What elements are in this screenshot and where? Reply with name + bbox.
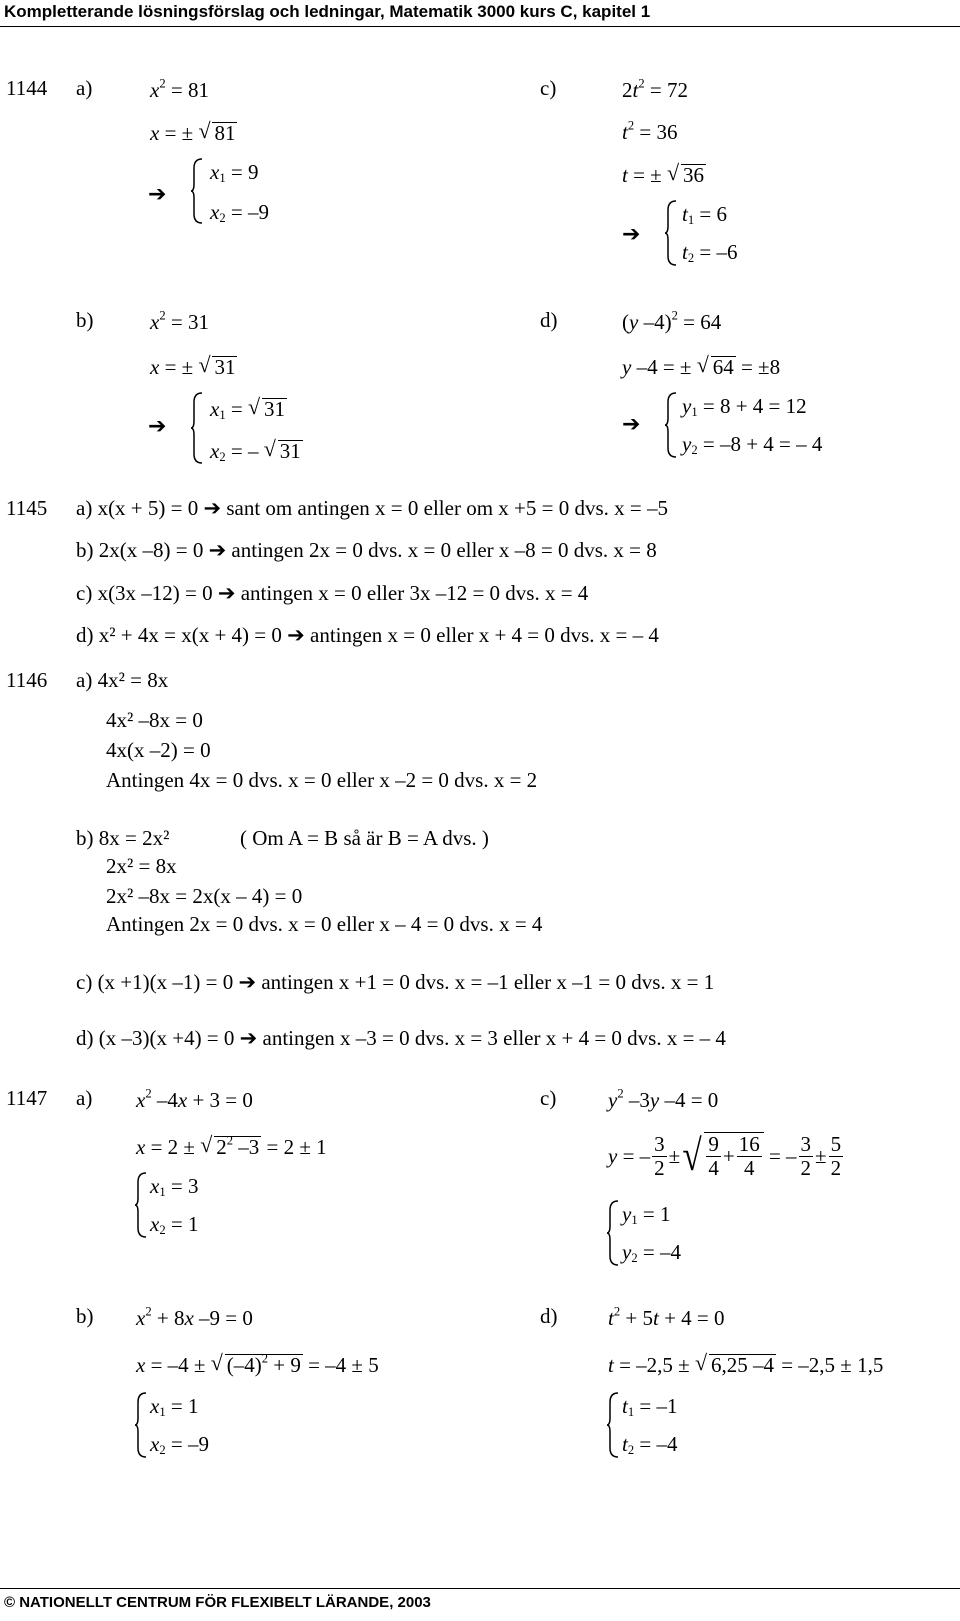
eq-1147d-1: $t^2 + 5t + 4 = 0$ xyxy=(608,1304,725,1330)
eq-1144c-2: $t^2 = 36$ xyxy=(622,118,678,144)
line-1145c: c) x(3x –12) = 0 ➔ antingen x = 0 eller 3x –12 = 0 dvs. x = 4 xyxy=(76,581,589,605)
eq-1144b-4: $x_2$ = – √ 31 xyxy=(210,440,303,462)
brace-icon xyxy=(664,200,678,266)
eq-1144d-4: $y_2 = -8 + 4$ = – 4 xyxy=(682,432,823,458)
line-1145a: a) x(x + 5) = 0 ➔ sant om antingen x = 0 eller om x +5 = 0 dvs. x = –5 xyxy=(76,496,668,520)
page-footer: © NATIONELLT CENTRUM FÖR FLEXIBELT LÄRANDE, 2003 xyxy=(4,1594,431,1611)
problem-number-1144: 1144 xyxy=(6,76,48,100)
eq-1147b-2: x = –4 ± √ $(-4)^2 + 9 = -4 \pm 5$ xyxy=(136,1354,379,1376)
label-1147d: d) xyxy=(540,1304,558,1328)
line-1145d: d) x² + 4x = x(x + 4) = 0 ➔ antingen x = 0 eller x + 4 = 0 dvs. x = – 4 xyxy=(76,623,659,647)
implies-arrow-icon: ➔ xyxy=(622,412,641,437)
implies-arrow-icon: ➔ xyxy=(148,414,167,439)
brace-icon xyxy=(664,392,678,458)
eq-1144c-3: t = ± √ 36 xyxy=(622,164,706,186)
brace-icon xyxy=(134,1392,148,1458)
brace-icon xyxy=(606,1200,620,1266)
eq-1144c-5: $t_2 = -6$ xyxy=(682,240,738,266)
eq-1147b-3: $x_1 = 1$ xyxy=(150,1394,199,1420)
line-1146a-3: 4x(x –2) = 0 xyxy=(106,738,211,762)
line-1146a-4: Antingen 4x = 0 dvs. x = 0 eller x –2 = 0 dvs. x = 2 xyxy=(106,768,538,792)
eq-1144c-1: $2t^2 = 72$ xyxy=(622,76,688,102)
label-1147c: c) xyxy=(540,1086,557,1110)
eq-1144b-2: x = ± √ 31 xyxy=(150,356,237,378)
implies-arrow-icon: ➔ xyxy=(148,182,167,207)
label-1147a: a) xyxy=(76,1086,93,1110)
label-1147b: b) xyxy=(76,1304,94,1328)
label-1144d: d) xyxy=(540,308,558,332)
line-1146b-1: b) 8x = 2x² xyxy=(76,826,170,850)
line-1146a-2: 4x² –8x = 0 xyxy=(106,708,203,732)
eq-1144d-1: (y –4)$^2$ = 64 xyxy=(622,308,722,334)
label-1144b: b) xyxy=(76,308,94,332)
line-1146d: d) (x –3)(x +4) = 0 ➔ antingen x –3 = 0 dvs. x = 3 eller x + 4 = 0 dvs. x = – 4 xyxy=(76,1026,726,1050)
problem-number-1146: 1146 xyxy=(6,668,48,692)
eq-1147a-1: $x^2$ –4x + 3 = 0 xyxy=(136,1086,253,1112)
eq-1147b-4: $x_2 = -9$ xyxy=(150,1432,209,1458)
footer-rule xyxy=(0,1588,960,1589)
eq-1144a-1: $x^2 = 81$ xyxy=(150,76,209,102)
eq-1147c-4: $y_2 = -4$ xyxy=(622,1240,681,1266)
problem-number-1147: 1147 xyxy=(6,1086,48,1110)
brace-icon xyxy=(190,392,204,464)
eq-1144a-2: x = ± √ 81 xyxy=(150,122,237,144)
label-1144a: a) xyxy=(76,76,93,100)
eq-1147d-2: t = –2,5 ± √ 6,25 –4 = –2,5 ± 1,5 xyxy=(608,1354,883,1376)
eq-1144b-3: $x_1$ = √ 31 xyxy=(210,398,287,420)
line-1146b-2: 2x² = 8x xyxy=(106,854,177,878)
eq-1147c-3: $y_1 = 1$ xyxy=(622,1202,671,1228)
header-rule xyxy=(0,26,960,27)
brace-icon xyxy=(134,1172,148,1238)
label-1144c: c) xyxy=(540,76,557,100)
problem-number-1145: 1145 xyxy=(6,496,48,520)
implies-arrow-icon: ➔ xyxy=(622,222,641,247)
eq-1147b-1: $x^2 + 8x$ –9 = 0 xyxy=(136,1304,253,1330)
eq-1144a-3: $x_1 = 9$ xyxy=(210,160,259,186)
eq-1147d-3: $t_1 = -1$ xyxy=(622,1394,678,1420)
eq-1147a-4: $x_2 = 1$ xyxy=(150,1212,199,1238)
eq-1144d-3: $y_1 = 8 + 4 = 12$ xyxy=(682,394,807,420)
eq-1147a-2: x = 2 ± √ $2^2$ –3 = 2 ± 1 xyxy=(136,1136,327,1158)
eq-1144a-4: $x_2 = -9$ xyxy=(210,200,269,226)
eq-1147d-4: $t_2 = -4$ xyxy=(622,1432,678,1458)
brace-icon xyxy=(606,1392,620,1458)
note-1146b: ( Om A = B så är B = A dvs. ) xyxy=(240,826,489,850)
line-1146c: c) (x +1)(x –1) = 0 ➔ antingen x +1 = 0 dvs. x = –1 eller x –1 = 0 dvs. x = 1 xyxy=(76,970,715,994)
eq-1144c-4: $t_1 = 6$ xyxy=(682,202,727,228)
brace-icon xyxy=(190,158,204,224)
eq-1147c-2: y = – $\frac{3}{2}$ ± √ $\frac{9}{4}$ + $\frac{16}{4}$ = – $\frac{3}{2}$ ± $\frac{5}{2}$ xyxy=(608,1131,842,1181)
line-1146b-4: Antingen 2x = 0 dvs. x = 0 eller x – 4 = 0 dvs. x = 4 xyxy=(106,912,543,936)
line-1145b: b) 2x(x –8) = 0 ➔ antingen 2x = 0 dvs. x = 0 eller x –8 = 0 dvs. x = 8 xyxy=(76,538,657,562)
eq-1144b-1: $x^2 = 31$ xyxy=(150,308,209,334)
line-1146a-1: a) 4x² = 8x xyxy=(76,668,169,692)
eq-1144d-2: y –4 = ± √ 64 = ±8 xyxy=(622,356,780,378)
eq-1147c-1: $y^2$ –3y –4 = 0 xyxy=(608,1086,719,1112)
page-header: Kompletterande lösningsförslag och ledningar, Matematik 3000 kurs C, kapitel 1 xyxy=(4,2,651,21)
eq-1147a-3: $x_1 = 3$ xyxy=(150,1174,199,1200)
line-1146b-3: 2x² –8x = 2x(x – 4) = 0 xyxy=(106,884,303,908)
